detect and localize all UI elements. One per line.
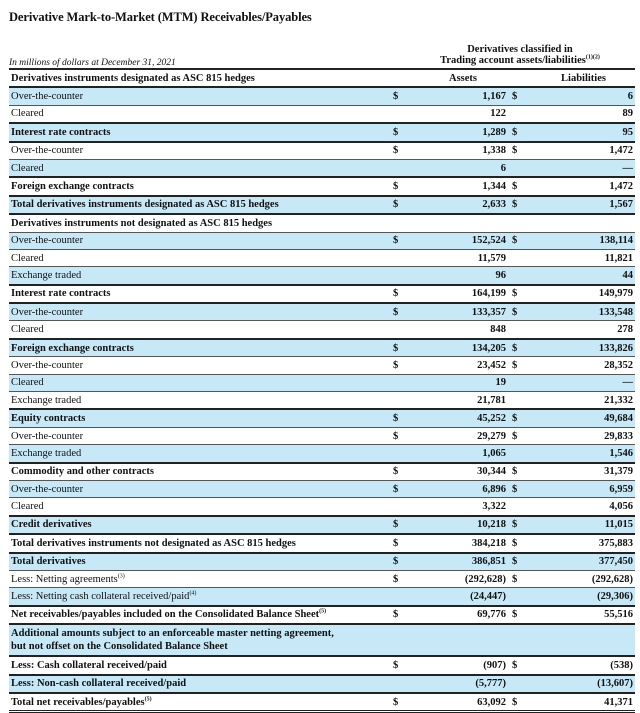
liabilities-currency-symbol: $ — [508, 570, 532, 587]
table-row — [9, 123, 635, 141]
row-label — [9, 570, 391, 587]
liabilities-currency-symbol: $ — [508, 606, 532, 624]
row-label — [9, 516, 391, 534]
liabilities-currency-symbol: $ — [508, 87, 532, 105]
assets-value: (292,628) — [418, 570, 508, 587]
row-label-text: Less: Netting agreements — [11, 573, 118, 585]
liabilities-currency-symbol — [508, 588, 532, 606]
assets-value: 6 — [418, 159, 508, 177]
liabilities-currency-symbol: $ — [508, 196, 532, 214]
table-row — [9, 606, 635, 624]
assets-currency-symbol — [391, 445, 418, 463]
assets-currency-symbol — [391, 105, 418, 123]
assets-value: 10,218 — [418, 516, 508, 534]
row-label — [9, 142, 391, 160]
assets-value: 1,338 — [418, 142, 508, 160]
row-label — [9, 321, 391, 339]
row-label-text: Total net receivables/payables — [11, 696, 145, 708]
footnote-ref: (3) — [117, 573, 125, 580]
assets-value: 1,167 — [418, 87, 508, 105]
row-label — [9, 445, 391, 463]
row-label-text: Over-the-counter — [11, 306, 84, 318]
row-label-text: Over-the-counter — [11, 145, 84, 157]
assets-currency-symbol — [391, 214, 418, 232]
assets-value: 133,357 — [418, 303, 508, 321]
assets-value: 45,252 — [418, 409, 508, 427]
row-label — [9, 463, 391, 481]
table-row — [9, 339, 635, 357]
column-header-liabilities: Liabilities — [532, 69, 635, 87]
row-label — [9, 339, 391, 357]
liabilities-value: — — [532, 159, 635, 177]
assets-currency-symbol: $ — [391, 656, 418, 674]
liabilities-value: 1,546 — [532, 445, 635, 463]
table-row — [9, 656, 635, 674]
assets-value: 29,279 — [418, 427, 508, 444]
assets-value: 96 — [418, 267, 508, 285]
row-label-text: Credit derivatives — [11, 519, 92, 531]
footnote-ref: (5) — [144, 696, 152, 703]
row-label-text: Interest rate contracts — [11, 288, 111, 300]
assets-currency-symbol: $ — [391, 232, 418, 249]
row-label — [9, 588, 391, 606]
table-row — [9, 87, 635, 105]
table-row — [9, 534, 635, 552]
liabilities-currency-symbol: $ — [508, 123, 532, 141]
table-row — [9, 303, 635, 321]
liabilities-currency-symbol: $ — [508, 285, 532, 303]
liabilities-currency-symbol: $ — [508, 463, 532, 481]
row-label — [9, 357, 391, 374]
row-label — [9, 177, 391, 195]
assets-value: 1,344 — [418, 177, 508, 195]
liabilities-value: (292,628) — [532, 570, 635, 587]
liabilities-currency-symbol — [508, 392, 532, 410]
assets-value: 122 — [418, 105, 508, 123]
row-label-text: Cleared — [11, 324, 44, 336]
liabilities-value: 95 — [532, 123, 635, 141]
liabilities-currency-symbol: $ — [508, 357, 532, 374]
liabilities-currency-symbol: $ — [508, 553, 532, 571]
assets-currency-symbol — [391, 392, 418, 410]
assets-currency-symbol — [391, 588, 418, 606]
table-row — [9, 498, 635, 516]
liabilities-currency-symbol — [508, 624, 532, 656]
assets-currency-symbol: $ — [391, 693, 418, 712]
assets-currency-symbol: $ — [391, 357, 418, 374]
assets-currency-symbol — [391, 675, 418, 693]
assets-value: 23,452 — [418, 357, 508, 374]
assets-value: 3,322 — [418, 498, 508, 516]
assets-value — [418, 214, 508, 232]
row-label-text: Exchange traded — [11, 394, 82, 406]
assets-currency-symbol: $ — [391, 339, 418, 357]
row-label-text: Over-the-counter — [11, 430, 84, 442]
column-group-line2: Trading account assets/liabilities$^{(1)(2)}$ — [440, 54, 600, 66]
row-label — [9, 409, 391, 427]
row-label — [9, 656, 391, 674]
liabilities-value — [532, 624, 635, 656]
assets-currency-symbol: $ — [391, 463, 418, 481]
assets-currency-symbol — [391, 374, 418, 391]
liabilities-value: (538) — [532, 656, 635, 674]
column-header-row — [9, 69, 635, 87]
assets-currency-symbol — [391, 267, 418, 285]
assets-currency-symbol — [391, 624, 418, 656]
row-label — [9, 374, 391, 391]
table-row — [9, 177, 635, 195]
liabilities-value: (29,306) — [532, 588, 635, 606]
assets-value: 2,633 — [418, 196, 508, 214]
table-row — [9, 159, 635, 177]
row-label — [9, 675, 391, 693]
liabilities-currency-symbol — [508, 214, 532, 232]
row-label — [9, 553, 391, 571]
row-label-text: Cleared — [11, 501, 44, 513]
table-row — [9, 374, 635, 391]
row-label-text: Exchange traded — [11, 447, 82, 459]
assets-currency-symbol: $ — [391, 285, 418, 303]
assets-value: 384,218 — [418, 534, 508, 552]
liabilities-value: 278 — [532, 321, 635, 339]
table-row — [9, 142, 635, 160]
assets-currency-symbol: $ — [391, 87, 418, 105]
units-note: In millions of dollars at December 31, 2021 — [9, 58, 176, 68]
row-label — [9, 392, 391, 410]
row-label-text: Equity contracts — [11, 413, 86, 425]
assets-currency-symbol: $ — [391, 534, 418, 552]
row-label — [9, 303, 391, 321]
row-label-text: Over-the-counter — [11, 235, 84, 247]
liabilities-currency-symbol: $ — [508, 427, 532, 444]
row-label-text: Cleared — [11, 252, 44, 264]
liabilities-currency-symbol — [508, 267, 532, 285]
assets-value: 11,579 — [418, 249, 508, 266]
row-label-text: Over-the-counter — [11, 91, 84, 103]
table-row — [9, 214, 635, 232]
row-label-text: Less: Cash collateral received/paid — [11, 659, 167, 671]
assets-value: 69,776 — [418, 606, 508, 624]
assets-currency-symbol: $ — [391, 196, 418, 214]
assets-value: 1,289 — [418, 123, 508, 141]
assets-value: (24,447) — [418, 588, 508, 606]
table-row — [9, 392, 635, 410]
column-header-assets: Assets — [418, 69, 508, 87]
liabilities-value: 44 — [532, 267, 635, 285]
table-row — [9, 267, 635, 285]
assets-currency-symbol — [391, 321, 418, 339]
row-label — [9, 123, 391, 141]
liabilities-currency-symbol: $ — [508, 339, 532, 357]
assets-currency-symbol: $ — [391, 553, 418, 571]
footnote-ref: (1)(2) — [585, 54, 600, 61]
footnote-ref: (5) — [319, 608, 327, 615]
liabilities-value: (13,607) — [532, 675, 635, 693]
table-row — [9, 570, 635, 587]
liabilities-value: 6 — [532, 87, 635, 105]
liabilities-currency-symbol: $ — [508, 656, 532, 674]
liabilities-currency-symbol: $ — [508, 693, 532, 712]
assets-currency-symbol: $ — [391, 123, 418, 141]
liabilities-value: 55,516 — [532, 606, 635, 624]
table-row — [9, 105, 635, 123]
row-label — [9, 285, 391, 303]
assets-value: 848 — [418, 321, 508, 339]
section-header-designated: Derivatives instruments designated as ASC 815 hedges — [9, 69, 391, 87]
liabilities-currency-symbol — [508, 321, 532, 339]
liabilities-value: 11,015 — [532, 516, 635, 534]
assets-value: 63,092 — [418, 693, 508, 712]
assets-currency-symbol: $ — [391, 606, 418, 624]
liabilities-value: 31,379 — [532, 463, 635, 481]
liabilities-value: 149,979 — [532, 285, 635, 303]
row-label-text: Over-the-counter — [11, 483, 84, 495]
row-label — [9, 232, 391, 249]
row-label-text: Exchange traded — [11, 269, 82, 281]
row-label-text: Foreign exchange contracts — [11, 342, 134, 354]
liabilities-value — [532, 214, 635, 232]
liabilities-currency-symbol: $ — [508, 142, 532, 160]
assets-value: 164,199 — [418, 285, 508, 303]
liabilities-value: 89 — [532, 105, 635, 123]
liabilities-currency-symbol — [508, 105, 532, 123]
row-label-text: Total derivatives instruments designated as ASC 815 hedges — [11, 199, 279, 211]
row-label-text: Total derivatives — [11, 556, 86, 568]
table-row — [9, 516, 635, 534]
column-group-line1: Derivatives classified in — [467, 44, 573, 55]
liabilities-currency-symbol: $ — [508, 409, 532, 427]
table-row — [9, 427, 635, 444]
assets-currency-symbol: $ — [391, 427, 418, 444]
table-row — [9, 553, 635, 571]
row-label-text: Less: Netting cash collateral received/paid — [11, 591, 190, 603]
liabilities-value: 1,567 — [532, 196, 635, 214]
mtm-table — [9, 68, 635, 713]
row-label-text-line2: but not offset on the Consolidated Balance Sheet — [11, 641, 228, 653]
row-label — [9, 498, 391, 516]
row-label-text: Cleared — [11, 108, 44, 120]
row-label — [9, 534, 391, 552]
liabilities-value: 133,548 — [532, 303, 635, 321]
table-row — [9, 445, 635, 463]
assets-currency-symbol: $ — [391, 516, 418, 534]
liabilities-value: 377,450 — [532, 553, 635, 571]
table-row — [9, 693, 635, 712]
row-label-text: Less: Non-cash collateral received/paid — [11, 678, 187, 690]
table-row — [9, 232, 635, 249]
liabilities-currency-symbol — [508, 445, 532, 463]
liabilities-currency-symbol: $ — [508, 232, 532, 249]
assets-value: (5,777) — [418, 675, 508, 693]
row-label — [9, 159, 391, 177]
liabilities-currency-symbol — [508, 498, 532, 516]
table-row — [9, 196, 635, 214]
assets-value: 19 — [418, 374, 508, 391]
row-label — [9, 267, 391, 285]
liabilities-currency-symbol: $ — [508, 480, 532, 497]
row-label-text: Foreign exchange contracts — [11, 181, 134, 193]
liabilities-value: 4,056 — [532, 498, 635, 516]
liabilities-value: 6,959 — [532, 480, 635, 497]
row-label-text: Total derivatives instruments not designated as ASC 815 hedges — [11, 537, 296, 549]
row-label-text: Commodity and other contracts — [11, 466, 155, 478]
liabilities-value: 1,472 — [532, 142, 635, 160]
row-label-text: Additional amounts subject to an enforceable master netting agreement, — [11, 628, 334, 640]
table-row — [9, 357, 635, 374]
liabilities-currency-symbol — [508, 675, 532, 693]
assets-currency-symbol: $ — [391, 177, 418, 195]
table-row — [9, 321, 635, 339]
table-row — [9, 285, 635, 303]
row-label — [9, 249, 391, 266]
liabilities-value: 29,833 — [532, 427, 635, 444]
assets-value: 134,205 — [418, 339, 508, 357]
liabilities-value: 21,332 — [532, 392, 635, 410]
assets-value: 152,524 — [418, 232, 508, 249]
liabilities-value: 28,352 — [532, 357, 635, 374]
liabilities-value: 138,114 — [532, 232, 635, 249]
table-row — [9, 480, 635, 497]
page-title: Derivative Mark-to-Market (MTM) Receivables/Payables — [9, 10, 312, 24]
row-label-text: Derivatives instruments not designated as ASC 815 hedges — [11, 217, 273, 229]
liabilities-currency-symbol — [508, 159, 532, 177]
table-row — [9, 624, 635, 656]
liabilities-value: 41,371 — [532, 693, 635, 712]
liabilities-value: 133,826 — [532, 339, 635, 357]
liabilities-currency-symbol: $ — [508, 534, 532, 552]
liabilities-currency-symbol — [508, 249, 532, 266]
liabilities-value: 49,684 — [532, 409, 635, 427]
row-label-text: Cleared — [11, 162, 44, 174]
row-label — [9, 693, 391, 712]
table-row — [9, 409, 635, 427]
row-label-text: Over-the-counter — [11, 359, 84, 371]
row-label — [9, 105, 391, 123]
assets-currency-symbol — [391, 159, 418, 177]
assets-currency-symbol: $ — [391, 142, 418, 160]
assets-currency-symbol: $ — [391, 303, 418, 321]
assets-currency-symbol: $ — [391, 480, 418, 497]
liabilities-value: 375,883 — [532, 534, 635, 552]
liabilities-value: — — [532, 374, 635, 391]
table-row — [9, 463, 635, 481]
assets-value: 6,896 — [418, 480, 508, 497]
row-label — [9, 480, 391, 497]
assets-value: 21,781 — [418, 392, 508, 410]
row-label-text: Net receivables/payables included on the Consolidated Balance Sheet — [11, 609, 320, 621]
footnote-ref: (4) — [189, 590, 197, 597]
liabilities-value: 1,472 — [532, 177, 635, 195]
row-label — [9, 606, 391, 624]
row-label-text: Cleared — [11, 377, 44, 389]
row-label-text: Interest rate contracts — [11, 126, 111, 138]
liabilities-currency-symbol: $ — [508, 303, 532, 321]
row-label — [9, 427, 391, 444]
liabilities-currency-symbol: $ — [508, 516, 532, 534]
table-row — [9, 588, 635, 606]
assets-currency-symbol — [391, 249, 418, 266]
assets-value: 386,851 — [418, 553, 508, 571]
assets-value: 1,065 — [418, 445, 508, 463]
assets-value: (907) — [418, 656, 508, 674]
row-label — [9, 196, 391, 214]
row-label — [9, 624, 391, 656]
table-row — [9, 249, 635, 266]
assets-currency-symbol — [391, 498, 418, 516]
assets-currency-symbol: $ — [391, 570, 418, 587]
assets-value — [418, 624, 508, 656]
assets-value: 30,344 — [418, 463, 508, 481]
liabilities-value: 11,821 — [532, 249, 635, 266]
row-label — [9, 87, 391, 105]
column-group-header — [420, 44, 620, 66]
assets-currency-symbol: $ — [391, 409, 418, 427]
row-label — [9, 214, 391, 232]
liabilities-currency-symbol: $ — [508, 177, 532, 195]
liabilities-currency-symbol — [508, 374, 532, 391]
table-row — [9, 675, 635, 693]
